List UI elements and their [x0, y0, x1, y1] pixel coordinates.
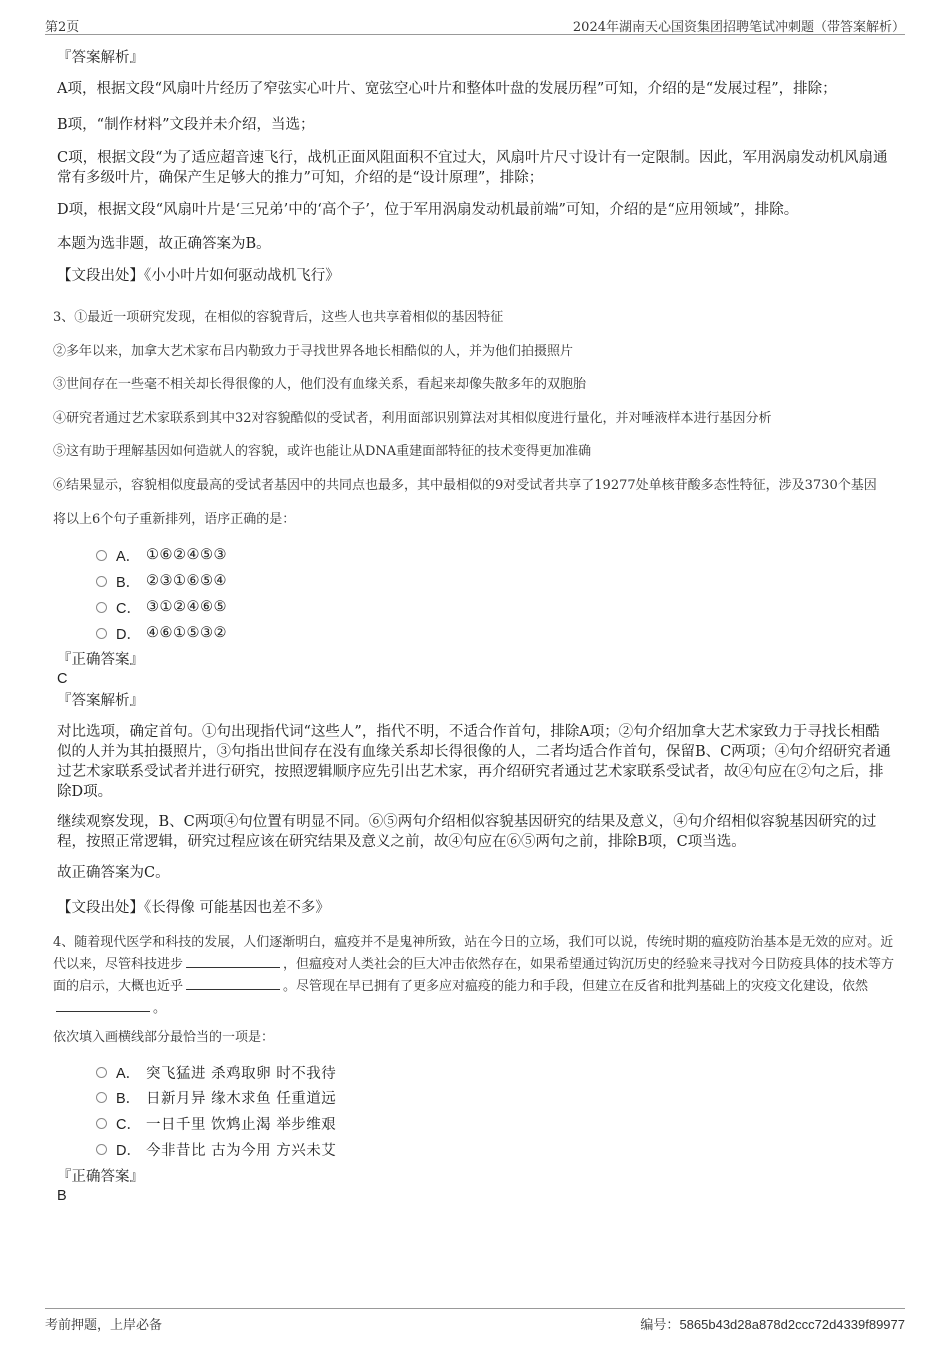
q2-analysis-option-b: B项，“制作材料”文段并未介绍，当选； — [57, 117, 315, 133]
q4-stem-part2: ，但瘟疫对人类社会的巨大冲击依然存在，如果希望通过钩沉历史的经验来寻找对今日防疫具体的技术等方面的启示，大概也近乎 — [53, 957, 895, 994]
q4-stem-part1: 4、随着现代医学和科技的发展，人们逐渐明白，瘟疫并不是鬼神所致，站在今日的立场，我们可以说，传统时期的瘟疫防治基本是无效的应对。近代以来，尽管科技进步 — [53, 935, 894, 972]
option-text: ①⑥②④⑤③ — [146, 547, 227, 563]
option-text: 一日千里 饮鸩止渴 举步维艰 — [146, 1116, 337, 1133]
radio-icon[interactable] — [96, 1067, 107, 1078]
q3-sentence-1: 3、①最近一项研究发现，在相似的容貌背后，这些人也共享着相似的基因特征 — [53, 310, 504, 325]
radio-icon[interactable] — [96, 550, 107, 561]
option-text: ②③①⑥⑤④ — [146, 573, 227, 589]
option-key: C． — [116, 600, 141, 617]
q3-option-b[interactable] — [96, 570, 227, 592]
q2-analysis-option-d: D项，根据文段“风扇叶片是‘三兄弟’中的‘高个子’，位于军用涡扇发动机最前端”可知，介绍的是“应用领域”，排除。 — [57, 202, 799, 218]
radio-icon[interactable] — [96, 628, 107, 639]
page-header — [45, 14, 905, 35]
option-key: C． — [116, 1116, 141, 1133]
option-key: B． — [116, 574, 141, 591]
q4-option-d[interactable] — [96, 1138, 336, 1160]
option-text: 突飞猛进 杀鸡取卵 时不我待 — [146, 1065, 337, 1082]
q3-source: 【文段出处】《长得像 可能基因也差不多》 — [57, 900, 330, 916]
option-text: 今非昔比 古为今用 方兴未艾 — [146, 1142, 337, 1159]
q3-sentence-2: ②多年以来，加拿大艺术家布吕内勒致力于寻找世界各地长相酷似的人，并为他们拍摄照片 — [53, 344, 574, 359]
radio-icon[interactable] — [96, 576, 107, 587]
footer-code-label: 编号： — [640, 1318, 680, 1333]
option-key: D． — [116, 626, 141, 643]
q2-analysis-option-c: C项，根据文段“为了适应超音速飞行，战机正面风阻面积不宜过大，风扇叶片尺寸设计有一定限制。因此，军用涡扇发动机风扇通常有多级叶片，确保产生足够大的推力”可知，介绍的是“设计原理”，排除； — [57, 150, 888, 186]
q3-option-a[interactable] — [96, 544, 227, 566]
q4-blank-3 — [56, 997, 150, 1012]
option-key: D． — [116, 1142, 141, 1159]
option-text: 日新月异 缘木求鱼 任重道远 — [146, 1090, 337, 1107]
q4-option-a[interactable] — [96, 1061, 336, 1083]
q3-sentence-5: ⑤这有助于理解基因如何造就人的容貌，或许也能让从DNA重建面部特征的技术变得更加准确 — [53, 444, 592, 459]
q3-sentence-6: ⑥结果显示，容貌相似度最高的受试者基因中的共同点也最多，其中最相似的9对受试者共享了19277处单核苷酸多态性特征，涉及3730个基因 — [53, 478, 877, 493]
q3-answer: C — [57, 671, 68, 687]
q3-analysis-p2: 继续观察发现，B、C两项④句位置有明显不同。⑥⑤两句介绍相似容貌基因研究的结果及意义，④句介绍相似容貌基因研究的过程，按照正常逻辑，研究过程应该在研究结果及意义之前，故④句应在⑥⑤两句之前，排除B项，C项当选。 — [57, 814, 877, 850]
option-key: A． — [116, 1065, 141, 1082]
footer-code — [640, 1314, 905, 1333]
footer-code-value: 5865b43d28a878d2ccc72d4339f89977 — [679, 1317, 905, 1332]
q2-analysis-option-a: A项，根据文段“风扇叶片经历了窄弦实心叶片、宽弦空心叶片和整体叶盘的发展历程”可知，介绍的是“发展过程”，排除； — [57, 81, 837, 97]
q2-source: 【文段出处】《小小叶片如何驱动战机飞行》 — [57, 268, 340, 284]
radio-icon[interactable] — [96, 1118, 107, 1129]
option-key: A． — [116, 548, 141, 565]
q3-option-c[interactable] — [96, 596, 227, 618]
q3-prompt: 将以上6个句子重新排列，语序正确的是： — [53, 512, 296, 527]
radio-icon[interactable] — [96, 1092, 107, 1103]
q3-sentence-3: ③世间存在一些毫不相关却长得很像的人，他们没有血缘关系，看起来却像失散多年的双胞胎 — [53, 377, 587, 392]
q4-option-b[interactable] — [96, 1086, 336, 1108]
q4-option-c[interactable] — [96, 1112, 336, 1134]
q3-analysis-p1: 对比选项，确定首句。①句出现指代词“这些人”，指代不明，不适合作首句，排除A项；②句介绍加拿大艺术家致力于寻找长相酷似的人并为其拍摄照片，③句指出世间存在没有血缘关系却长得很像的人，二者均适合作首句，保留B、C两项；④句介绍研究者通过艺术家联系受试者并进行研究，按照逻辑顺序应先引出艺术家，再介绍研究者通过艺术家联系受试者，故④句应在②句之后，排除D项。 — [57, 724, 891, 800]
q4-stem-part4: 。 — [153, 1001, 167, 1016]
page-footer — [45, 1308, 905, 1333]
q4-prompt: 依次填入画横线部分最恰当的一项是： — [53, 1030, 275, 1045]
q2-analysis-heading: 『答案解析』 — [57, 50, 144, 66]
q2-conclusion: 本题为选非题，故正确答案为B。 — [57, 236, 271, 252]
radio-icon[interactable] — [96, 602, 107, 613]
q4-stem-part3: 。尽管现在早已拥有了更多应对瘟疫的能力和手段，但建立在反省和批判基础上的灾疫文化建设，依然 — [283, 979, 869, 994]
q4-stem — [53, 932, 900, 1019]
option-text: ④⑥①⑤③② — [146, 625, 227, 641]
q4-blank-2 — [186, 975, 280, 990]
q3-answer-heading: 『正确答案』 — [57, 652, 144, 668]
q4-answer: B — [57, 1188, 67, 1204]
q3-conclusion: 故正确答案为C。 — [57, 865, 170, 881]
q3-analysis-heading: 『答案解析』 — [57, 693, 144, 709]
q3-option-d[interactable] — [96, 622, 227, 644]
footer-slogan: 考前押题，上岸必备 — [45, 1318, 163, 1333]
radio-icon[interactable] — [96, 1144, 107, 1155]
document-title: 2024年湖南天心国资集团招聘笔试冲刺题（带答案解析） — [572, 20, 905, 35]
q4-answer-heading: 『正确答案』 — [57, 1169, 144, 1185]
page-number: 第2页 — [45, 20, 80, 35]
option-key: B． — [116, 1090, 141, 1107]
q4-blank-1 — [186, 953, 280, 968]
option-text: ③①②④⑥⑤ — [146, 599, 227, 615]
q3-sentence-4: ④研究者通过艺术家联系到其中32对容貌酷似的受试者，利用面部识别算法对其相似度进行量化，并对唾液样本进行基因分析 — [53, 411, 772, 426]
